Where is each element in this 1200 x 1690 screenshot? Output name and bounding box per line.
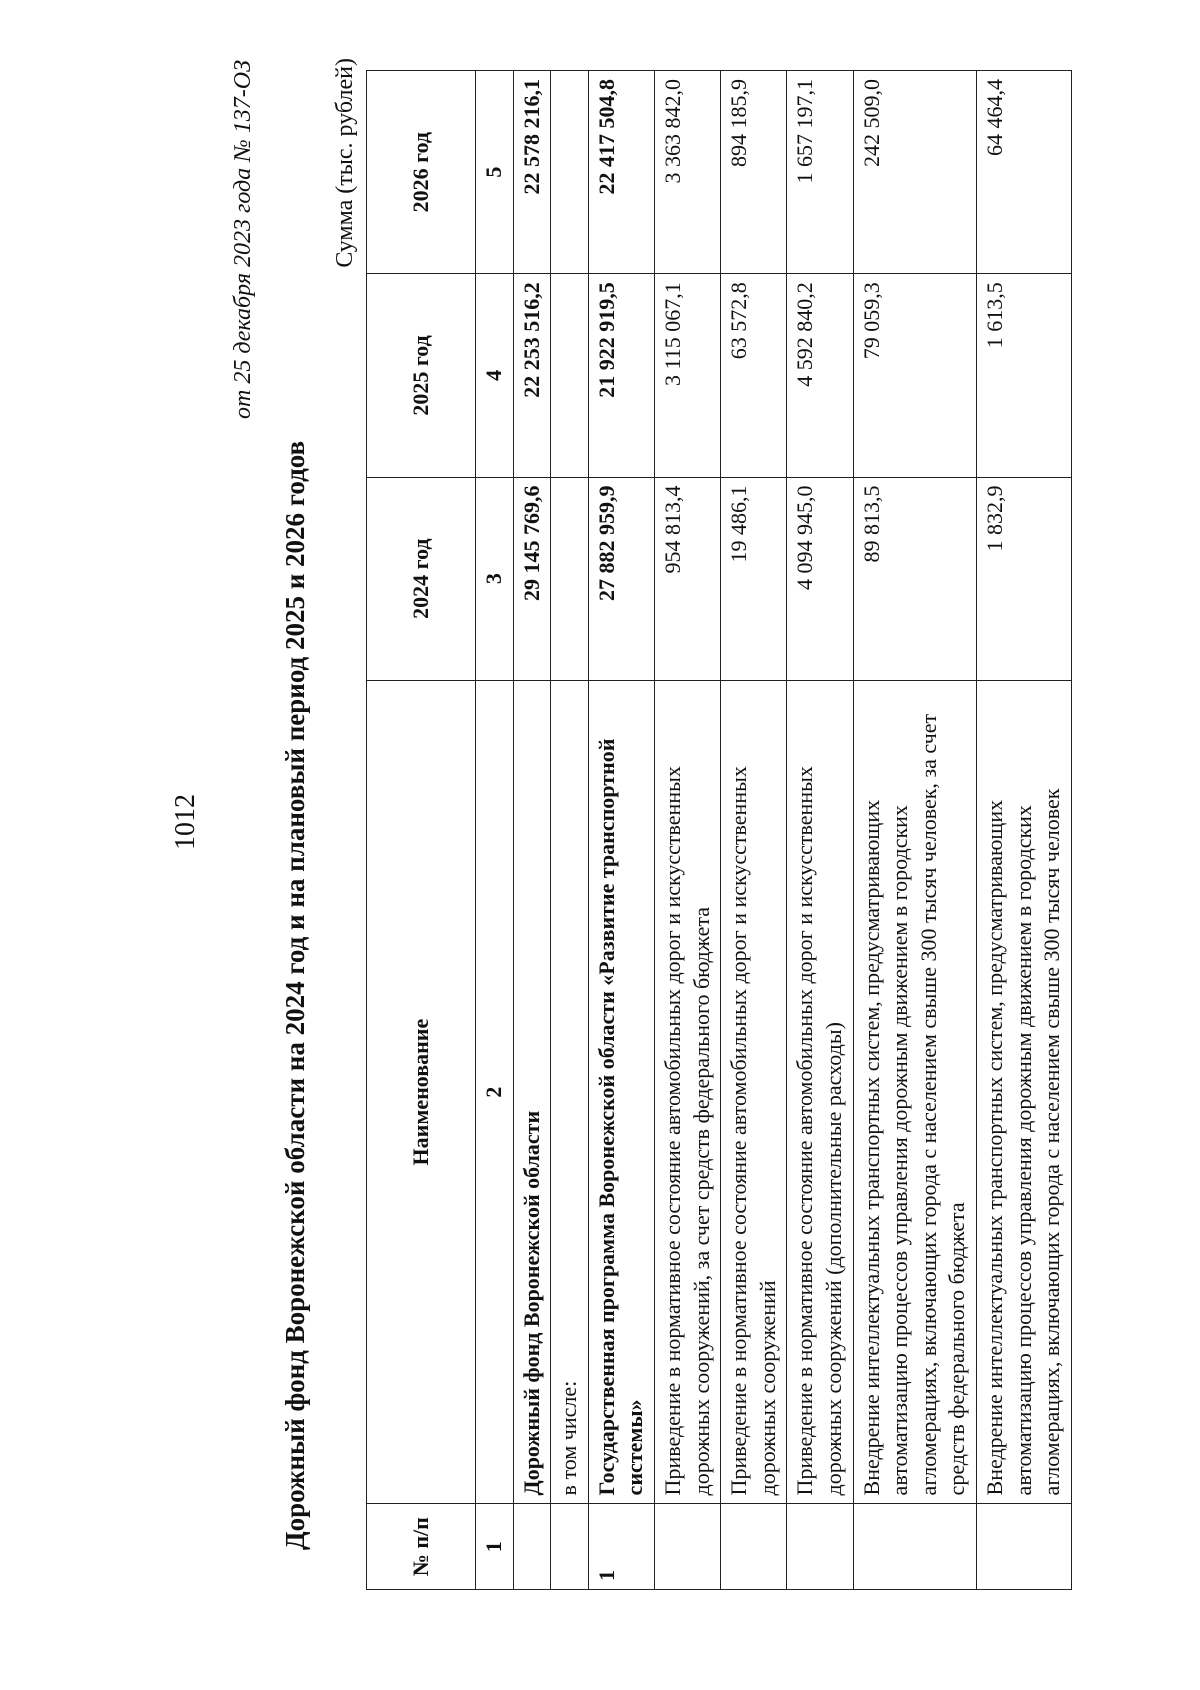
- unit-note: Сумма (тыс. рублей): [332, 58, 358, 268]
- table-row: [853, 71, 976, 1590]
- document-reference: от 25 декабря 2023 года № 137-ОЗ: [230, 60, 256, 419]
- value-2025: 79 059,3: [853, 274, 976, 477]
- page-number: 1012: [170, 794, 201, 850]
- rotated-page: [40, 50, 1160, 1650]
- row-name: Приведение в нормативное состояние автомобильных дорог и искусственных дорожных сооружений: [721, 680, 787, 1504]
- header-2025: 2025 год: [367, 274, 476, 477]
- value-2025: 4 592 840,2: [787, 274, 853, 477]
- header-number: № п/п: [367, 1504, 476, 1590]
- value-2026: 1 657 197,1: [787, 71, 853, 274]
- value-2025: 1 613,5: [976, 274, 1071, 477]
- row-name: Государственная программа Воронежской области «Развитие транспортной системы»: [588, 680, 654, 1504]
- row-number: [787, 1504, 853, 1590]
- value-2024: 1 832,9: [976, 477, 1071, 680]
- value-2025: [551, 274, 589, 477]
- value-2025: 22 253 516,2: [513, 274, 551, 477]
- row-name: Внедрение интеллектуальных транспортных систем, предусматривающих автоматизацию процессов управления дорожным движением в городских агломерациях, включающих города с населением свыше 300 тысяч человек, за счет средств федерального бюджета: [853, 680, 976, 1504]
- value-2024: 4 094 945,0: [787, 477, 853, 680]
- row-name: Приведение в нормативное состояние автомобильных дорог и искусственных дорожных сооружений (дополнительные расходы): [787, 680, 853, 1504]
- table-row: [787, 71, 853, 1590]
- table-row: [721, 71, 787, 1590]
- row-number: [551, 1504, 589, 1590]
- header-name: Наименование: [367, 680, 476, 1504]
- value-2026: 3 363 842,0: [654, 71, 720, 274]
- row-name: Дорожный фонд Воронежской области: [513, 680, 551, 1504]
- column-number-row: [476, 71, 514, 1590]
- value-2024: 954 813,4: [654, 477, 720, 680]
- header-2026: 2026 год: [367, 71, 476, 274]
- table-header-row: [367, 71, 476, 1590]
- column-number: 5: [476, 71, 514, 274]
- column-number: 3: [476, 477, 514, 680]
- value-2025: 3 115 067,1: [654, 274, 720, 477]
- table-row-including: [551, 71, 589, 1590]
- table-row-program: [588, 71, 654, 1590]
- column-number: 2: [476, 680, 514, 1504]
- row-name: Приведение в нормативное состояние автомобильных дорог и искусственных дорожных сооружений, за счет средств федерального бюджета: [654, 680, 720, 1504]
- table-row-total: [513, 71, 551, 1590]
- value-2026: 22 417 504,8: [588, 71, 654, 274]
- header-2024: 2024 год: [367, 477, 476, 680]
- row-number: [721, 1504, 787, 1590]
- value-2024: 27 882 959,9: [588, 477, 654, 680]
- value-2026: 242 509,0: [853, 71, 976, 274]
- value-2025: 63 572,8: [721, 274, 787, 477]
- value-2024: [551, 477, 589, 680]
- column-number: 4: [476, 274, 514, 477]
- value-2026: [551, 71, 589, 274]
- row-number: [853, 1504, 976, 1590]
- value-2025: 21 922 919,5: [588, 274, 654, 477]
- row-number: [654, 1504, 720, 1590]
- value-2024: 19 486,1: [721, 477, 787, 680]
- value-2026: 894 185,9: [721, 71, 787, 274]
- row-name: в том числе:: [551, 680, 589, 1504]
- table-row: [976, 71, 1071, 1590]
- value-2026: 64 464,4: [976, 71, 1071, 274]
- row-number: [513, 1504, 551, 1590]
- table-row: [654, 71, 720, 1590]
- document-title: Дорожный фонд Воронежской области на 2024 год и на плановый период 2025 и 2026 годов: [280, 440, 310, 1550]
- value-2026: 22 578 216,1: [513, 71, 551, 274]
- road-fund-table: [366, 70, 1072, 1590]
- value-2024: 29 145 769,6: [513, 477, 551, 680]
- row-name: Внедрение интеллектуальных транспортных систем, предусматривающих автоматизацию процессов управления дорожным движением в городских агломерациях, включающих города с населением свыше 300 тысяч человек: [976, 680, 1071, 1504]
- row-number: 1: [588, 1504, 654, 1590]
- column-number: 1: [476, 1504, 514, 1590]
- value-2024: 89 813,5: [853, 477, 976, 680]
- row-number: [976, 1504, 1071, 1590]
